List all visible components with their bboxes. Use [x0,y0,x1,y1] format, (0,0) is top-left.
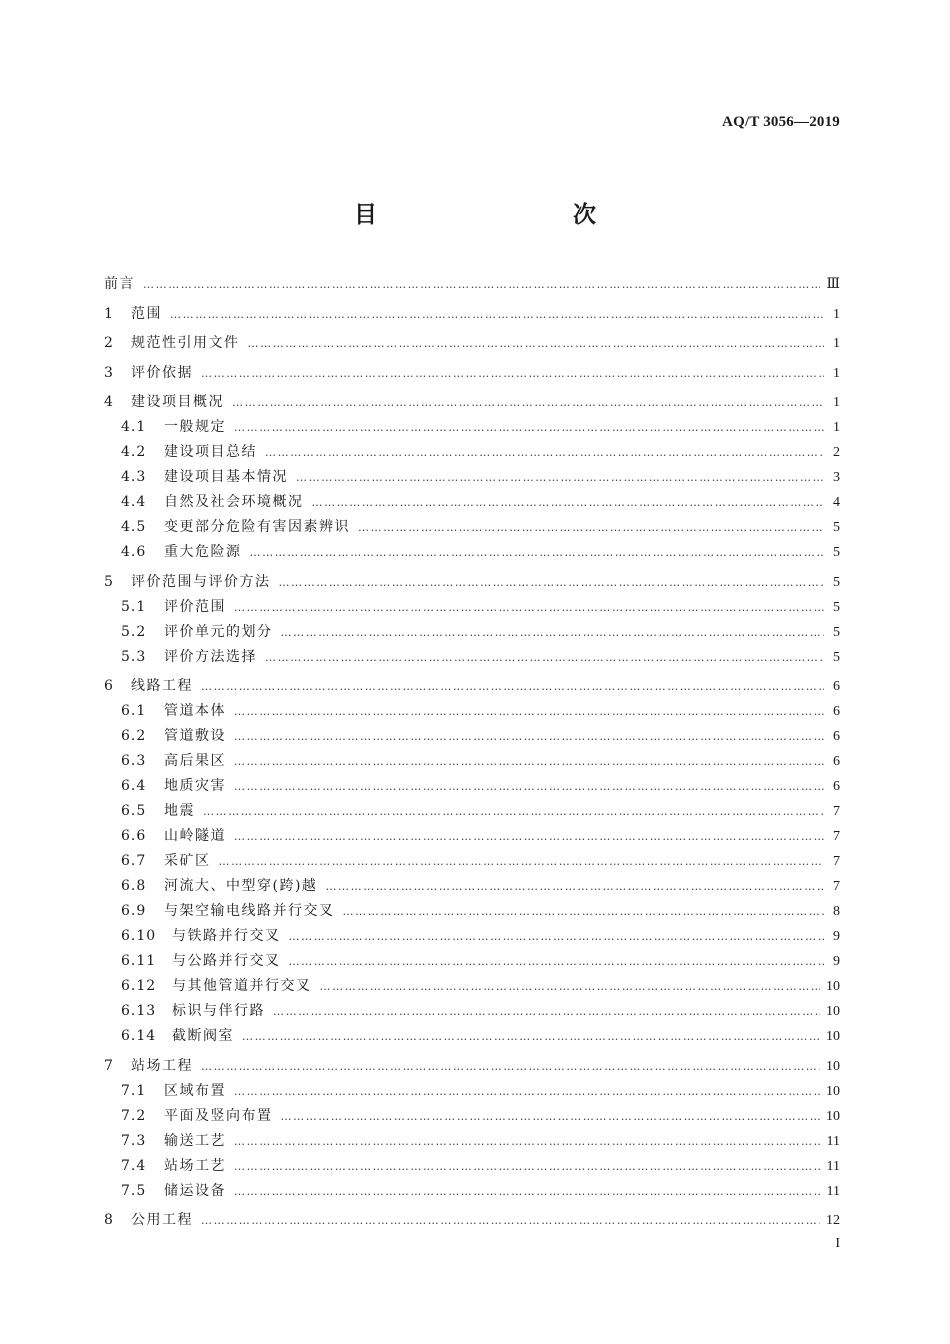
toc-dot-leader [250,540,825,565]
toc-entry[interactable] [104,724,840,749]
toc-entry-number: 5.2 [121,623,147,640]
toc-entry-label: 输送工艺 [164,1132,226,1149]
toc-entry-number: 6.12 [121,978,157,994]
toc-entry-number: 4.1 [121,419,147,435]
toc-entry-page: 2 [833,445,840,460]
toc-entry-number: 6.5 [121,803,147,819]
toc-entry-page: 7 [833,854,840,869]
toc-entry[interactable] [104,272,840,297]
toc-entry-number: 6.6 [121,828,147,844]
toc-entry-page: 6 [833,679,840,694]
toc-entry-number: 4.5 [121,519,147,535]
toc-entry-page: 5 [833,649,840,665]
toc-entry-page: 1 [833,306,840,322]
toc-entry-page: 10 [826,1058,840,1074]
toc-entry-page: 10 [826,1083,840,1099]
toc-entry-page: 10 [826,1029,840,1044]
toc-entry-number: 4.3 [121,469,147,485]
toc-entry-page: 5 [833,545,840,560]
toc-entry-page: Ⅲ [826,277,840,292]
toc-entry-label: 与铁路并行交叉 [172,928,281,944]
toc-dot-leader [234,699,824,724]
toc-entry-page: 4 [833,495,840,510]
toc-dot-leader [201,674,824,699]
toc-dot-leader [219,849,825,874]
toc-dot-leader [325,874,824,899]
toc-entry-label: 河流大、中型穿(跨)越 [164,878,318,894]
toc-entry[interactable] [104,799,840,824]
toc-entry-number: 6.9 [121,903,147,919]
toc-entry[interactable] [104,415,840,440]
toc-entry[interactable] [104,924,840,949]
toc-entry-label: 评价范围与评价方法 [131,573,271,590]
toc-entry-number: 8 [104,1212,114,1228]
toc-entry-page: 12 [826,1213,840,1228]
toc-entry-label: 站场工艺 [164,1157,226,1174]
toc-entry[interactable] [104,490,840,515]
toc-entry[interactable] [104,620,840,645]
toc-entry-number: 6.1 [121,703,147,719]
toc-entry[interactable] [104,1024,840,1049]
toc-entry[interactable] [104,999,840,1024]
standard-code: AQ/T 3056—2019 [722,114,840,130]
toc-entry[interactable] [104,874,840,899]
toc-entry-number: 5.3 [121,648,147,665]
toc-dot-leader [242,1024,820,1049]
toc-dot-leader [281,1104,821,1129]
toc-entry-label: 线路工程 [131,678,193,694]
toc-entry[interactable] [104,331,840,356]
toc-entry-number: 7 [104,1057,114,1074]
toc-entry-label: 截断阀室 [172,1028,234,1044]
toc-entry-label: 变更部分危险有害因素辨识 [164,519,350,535]
toc-entry-page: 9 [833,954,840,969]
toc-entry-number: 4.4 [121,494,147,510]
toc-entry-label: 与公路并行交叉 [172,953,281,969]
toc-entry-number: 7.5 [121,1182,147,1199]
toc-dot-leader [312,490,825,515]
toc-dot-leader [320,974,821,999]
toc-entry-page: 1 [833,365,840,381]
toc-dot-leader [234,595,824,620]
toc-entry-page: 8 [833,904,840,919]
toc-dot-leader [289,949,825,974]
toc-entry[interactable] [104,645,840,670]
toc-entry-label: 公用工程 [131,1212,193,1228]
toc-dot-leader [234,415,824,440]
toc-dot-leader [289,924,825,949]
toc-entry-label: 管道敷设 [164,728,226,744]
toc-dot-leader [234,724,824,749]
toc-entry-number: 7.2 [121,1107,147,1124]
toc-entry-number: 6.8 [121,878,147,894]
toc-entry-label: 建设项目概况 [131,394,224,410]
toc-entry-page: 5 [833,624,840,640]
toc-entry-page: 3 [833,470,840,485]
toc-entry[interactable] [104,570,840,595]
toc-dot-leader [201,1208,820,1233]
toc-entry-number: 5 [104,573,114,590]
toc-entry-label: 评价依据 [131,364,193,381]
toc-entry[interactable] [104,1054,840,1079]
toc-entry-number: 4.6 [121,544,147,560]
toc-dot-leader [296,465,824,490]
toc-entry-label: 评价范围 [164,598,226,615]
toc-entry-number: 6.10 [121,928,157,944]
toc-entry[interactable] [104,465,840,490]
toc-entry-page: 5 [833,520,840,535]
toc-dot-leader [234,1079,820,1104]
toc-dot-leader [265,440,824,465]
toc-entry[interactable] [104,361,840,386]
toc-entry-label: 站场工程 [131,1057,193,1074]
toc-entry-label: 一般规定 [164,419,226,435]
toc-dot-leader [203,799,824,824]
toc-entry[interactable] [104,1104,840,1129]
toc-entry-label: 山岭隧道 [164,828,226,844]
toc-dot-leader [273,999,820,1024]
toc-entry-page: 11 [826,1183,840,1199]
toc-entry[interactable] [104,540,840,565]
toc-entry-label: 重大危险源 [164,544,242,560]
toc-entry[interactable] [104,302,840,327]
toc-entry-label: 地质灾害 [164,778,226,794]
toc-entry-number: 6 [104,678,114,694]
toc-entry-number: 6.11 [121,953,157,969]
toc-entry-page: 5 [833,574,840,590]
toc-entry-number: 6.14 [121,1028,157,1044]
toc-entry-label: 储运设备 [164,1182,226,1199]
toc-entry-page: 10 [826,979,840,994]
toc-dot-leader [201,361,824,386]
toc-entry-number: 7.4 [121,1157,147,1174]
toc-entry-page: 6 [833,729,840,744]
table-of-contents [104,272,840,1233]
toc-entry-number: 4 [104,394,114,410]
toc-entry-page: 1 [833,395,840,410]
toc-entry-number: 6.2 [121,728,147,744]
toc-entry-number: 3 [104,364,114,381]
toc-dot-leader [279,570,825,595]
toc-entry[interactable] [104,440,840,465]
toc-entry-label: 与其他管道并行交叉 [172,978,312,994]
toc-entry-page: 1 [833,420,840,435]
toc-entry[interactable] [104,749,840,774]
toc-entry[interactable] [104,1179,840,1204]
toc-entry[interactable] [104,774,840,799]
toc-entry[interactable] [104,849,840,874]
toc-entry-page: 11 [826,1158,840,1174]
toc-dot-leader [234,1179,821,1204]
toc-entry-number: 6.4 [121,778,147,794]
toc-entry[interactable] [104,974,840,999]
toc-entry-label: 采矿区 [164,853,211,869]
toc-entry-label: 规范性引用文件 [131,335,240,351]
toc-entry-label: 评价单元的划分 [164,623,273,640]
toc-dot-leader [281,620,825,645]
toc-entry-page: 1 [833,336,840,351]
toc-entry-label: 范围 [131,305,162,322]
toc-dot-leader [234,1129,821,1154]
toc-entry[interactable] [104,1129,840,1154]
toc-dot-leader [232,390,824,415]
toc-entry[interactable] [104,824,840,849]
toc-entry-number: 6.13 [121,1003,157,1019]
toc-entry-label: 评价方法选择 [164,648,257,665]
toc-entry-page: 6 [833,704,840,719]
toc-entry-page: 7 [833,804,840,819]
toc-entry-label: 自然及社会环境概况 [164,494,304,510]
toc-entry-label: 标识与伴行路 [172,1003,265,1019]
toc-entry-number: 5.1 [121,598,147,615]
toc-entry[interactable] [104,1208,840,1233]
toc-dot-leader [343,899,825,924]
toc-dot-leader [143,272,820,297]
toc-entry[interactable] [104,949,840,974]
toc-entry[interactable] [104,1079,840,1104]
toc-entry-number: 1 [104,305,114,322]
toc-entry[interactable] [104,595,840,620]
toc-entry-label: 地震 [164,803,195,819]
toc-entry-number: 6.7 [121,853,147,869]
toc-dot-leader [265,645,824,670]
toc-entry[interactable] [104,899,840,924]
page-title: 目 次 [354,202,646,228]
toc-entry-label: 高后果区 [164,753,226,769]
toc-entry-label: 与架空输电线路并行交叉 [164,903,335,919]
toc-entry-label: 区域布置 [164,1082,226,1099]
toc-entry-number: 7.1 [121,1082,147,1099]
toc-entry-label: 建设项目总结 [164,444,257,460]
toc-entry-page: 10 [826,1108,840,1124]
toc-dot-leader [234,824,824,849]
toc-entry-page: 9 [833,929,840,944]
toc-entry-page: 6 [833,779,840,794]
toc-dot-leader [358,515,824,540]
toc-entry-number: 4.2 [121,444,147,460]
page-number: I [835,1236,840,1251]
toc-entry[interactable] [104,1154,840,1179]
toc-entry[interactable] [104,674,840,699]
toc-dot-leader [248,331,825,356]
toc-dot-leader [234,1154,821,1179]
toc-entry[interactable] [104,515,840,540]
toc-entry-page: 10 [826,1004,840,1019]
toc-entry-page: 11 [826,1133,840,1149]
toc-entry-label: 管道本体 [164,703,226,719]
toc-entry-page: 6 [833,754,840,769]
toc-entry-label: 建设项目基本情况 [164,469,288,485]
toc-entry-page: 5 [833,599,840,615]
toc-entry-page: 7 [833,829,840,844]
toc-entry[interactable] [104,390,840,415]
toc-entry-label: 前言 [104,276,135,292]
toc-entry-number: 7.3 [121,1132,147,1149]
toc-entry-label: 平面及竖向布置 [164,1107,273,1124]
toc-entry-number: 2 [104,335,114,351]
toc-entry[interactable] [104,699,840,724]
toc-dot-leader [234,774,824,799]
toc-dot-leader [170,302,824,327]
toc-dot-leader [201,1054,820,1079]
toc-entry-number: 6.3 [121,753,147,769]
toc-entry-page: 7 [833,879,840,894]
toc-dot-leader [234,749,824,774]
